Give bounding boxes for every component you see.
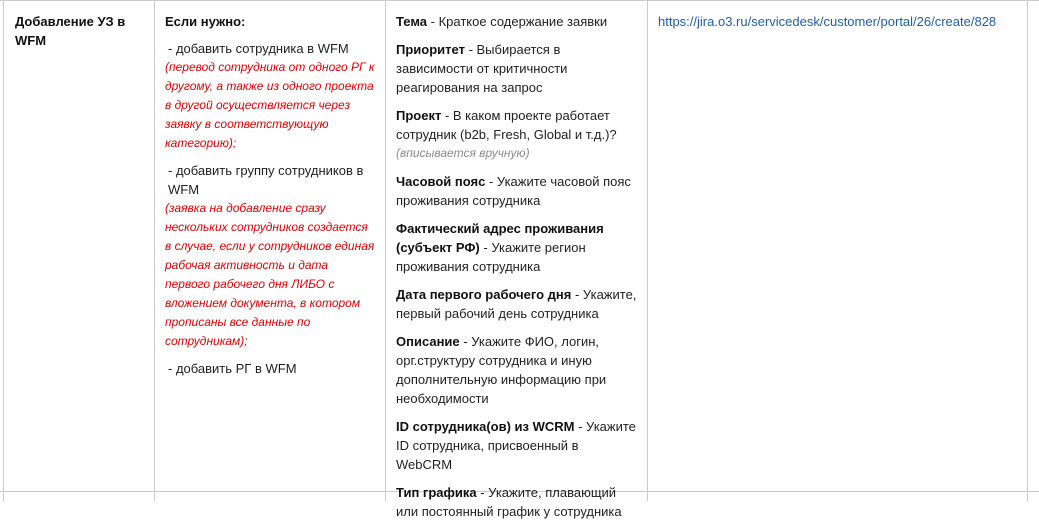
need-item [165, 161, 375, 351]
field-desc: - Укажите регион проживания сотрудника [396, 240, 586, 274]
field-name: Фактический адрес проживания (субъект РФ) [396, 221, 604, 255]
field-name: Проект [396, 108, 442, 123]
field-desc: - Укажите ID сотрудника, присвоенный в WebCRM [396, 419, 636, 472]
need-item-lead: - добавить сотрудника в WFM [168, 41, 349, 56]
field-name: Часовой пояс [396, 174, 486, 189]
field-note: (вписывается вручную) [396, 146, 530, 160]
field-desc: - Укажите, первый рабочий день сотрудника [396, 287, 637, 321]
field-name: Описание [396, 334, 460, 349]
table-row [0, 492, 1039, 501]
field-item [396, 417, 637, 474]
need-item-note: (заявка на добавление сразу нескольких сотрудников создается в случае, если у сотрудников единая рабочая активность и дата первого рабочего дня ЛИБО с вложением документа, в котором прописаны все данные по сотрудникам); [165, 201, 375, 348]
field-desc: - Выбирается в зависимости от критичности реагирования на запрос [396, 42, 568, 95]
field-name: Тип графика [396, 485, 477, 500]
field-desc: - Краткое содержание заявки [427, 14, 608, 29]
field-item [396, 332, 637, 408]
field-name: Тема [396, 14, 428, 29]
field-item [396, 483, 637, 521]
field-item [396, 40, 637, 97]
field-desc: - В каком проекте работает сотрудник (b2b, Fresh, Global и т.д.)? [396, 108, 617, 142]
empty-cell [648, 492, 1028, 501]
field-item [396, 12, 637, 31]
field-name: Дата первого рабочего дня [396, 287, 572, 302]
field-item [396, 285, 637, 323]
need-item [165, 359, 375, 378]
fields-cell [386, 1, 648, 519]
request-type-title: Добавление УЗ в WFM [15, 14, 126, 48]
needs-title: Если нужно: [165, 14, 246, 29]
need-item-lead: - добавить группу сотрудников в WFM [168, 163, 364, 197]
field-item [396, 219, 637, 276]
field-item [396, 172, 637, 210]
field-item [396, 106, 637, 163]
needs-cell [155, 1, 386, 491]
need-item-note: (перевод сотрудника от одного РГ к другому, а также из одного проекта в другой осуществляется через заявку в соответствующую категорию); [165, 60, 375, 150]
empty-cell [155, 492, 386, 501]
field-desc: - Укажите, плавающий или постоянный график у сотрудника [396, 485, 622, 519]
need-item [165, 39, 375, 153]
link-cell [648, 1, 1028, 491]
portal-link[interactable]: https://jira.o3.ru/servicedesk/customer/portal/26/create/828 [658, 14, 997, 29]
field-desc: - Укажите ФИО, логин, орг.структуру сотрудника и иную дополнительную информацию при необходимости [396, 334, 607, 406]
field-name: ID сотрудника(ов) из WCRM [396, 419, 575, 434]
empty-cell [3, 492, 155, 501]
field-desc: - Укажите часовой пояс проживания сотрудника [396, 174, 631, 208]
empty-cell [386, 492, 648, 501]
request-type-cell [3, 1, 155, 491]
need-item-lead: - добавить РГ в WFM [168, 361, 297, 376]
field-name: Приоритет [396, 42, 465, 57]
